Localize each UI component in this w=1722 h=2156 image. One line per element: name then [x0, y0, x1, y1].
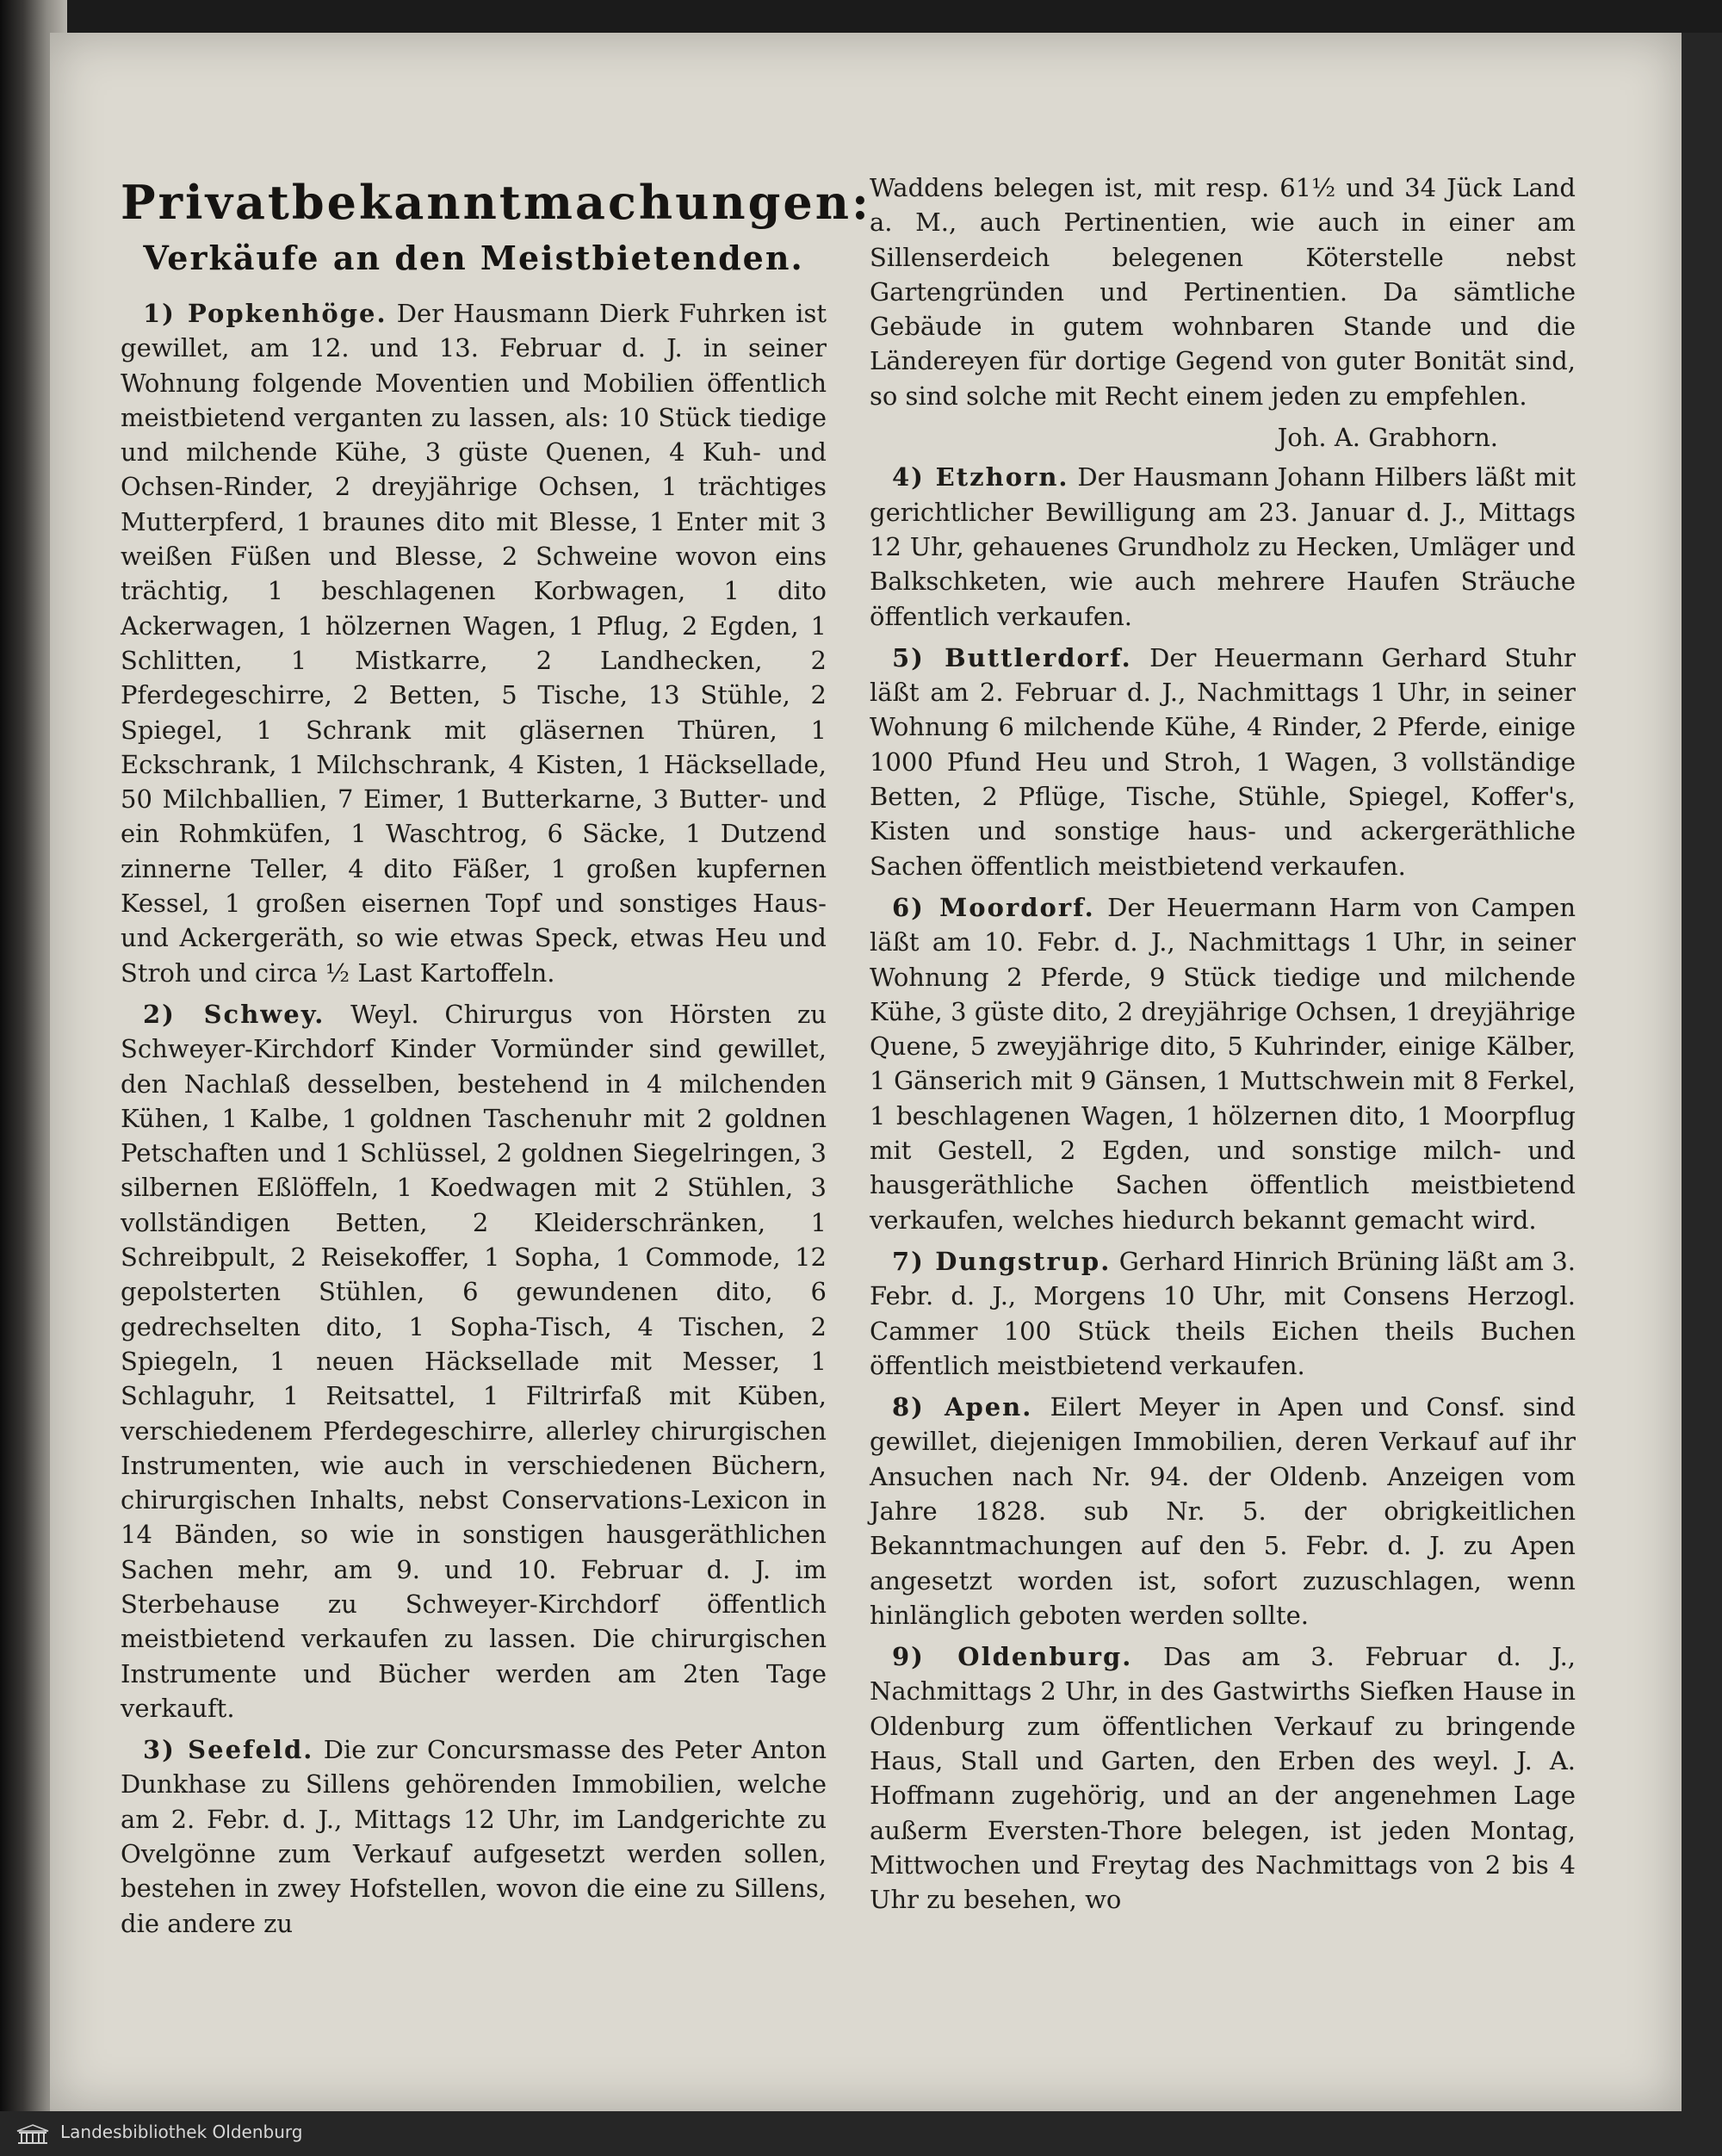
- notice-paragraph: [121, 997, 827, 1725]
- notice-paragraph: [870, 1390, 1576, 1632]
- notice-text: Der Hausmann Johann Hilbers läßt mit gerichtlicher Bewilligung am 23. Januar d. J., Mittags 12 Uhr, gehauenes Grundholz zu Hecken, Umläger und Balkschketen, wie auch mehrere Haufen Sträuche öffentlich verkaufen.: [870, 462, 1576, 631]
- notice-place: 7) Dungstrup.: [892, 1246, 1112, 1276]
- scanned-page: [50, 33, 1682, 2111]
- notice-paragraph: [870, 890, 1576, 1237]
- notice-place: 2) Schwey.: [143, 999, 325, 1029]
- library-name: Landesbibliothek Oldenburg: [60, 2122, 303, 2142]
- notice-paragraph: [121, 296, 827, 990]
- notice-paragraph: [870, 641, 1576, 883]
- signature: Joh. A. Grabhorn.: [1277, 423, 1498, 453]
- notice-text: Waddens belegen ist, mit resp. 61½ und 34 Jück Land a. M., auch Pertinentien, wie auch in einer am Sillenserdeich belegenen Köterstelle nebst Gartengründen und Pertinentien. Da sämtliche Gebäude in gutem wohnbaren Stande und die Ländereyen für dortige Gegend von guter Bonität sind, so sind solche mit Recht einem jeden zu empfehlen.: [870, 173, 1576, 411]
- notice-text: Eilert Meyer in Apen und Consf. sind gewillet, diejenigen Immobilien, deren Verkauf auf ihr Ansuchen nach Nr. 94. der Oldenb. Anzeigen vom Jahre 1828. sub Nr. 5. der obrigkeitlichen Bekanntmachungen auf den 5. Febr. d. J. zu Apen angesetzt worden ist, sofort zuzuschlagen, wenn hinlänglich geboten werden sollte.: [870, 1392, 1576, 1630]
- notice-place: 4) Etzhorn.: [892, 462, 1069, 493]
- notice-text: Die zur Concursmasse des Peter Anton Dunkhase zu Sillens gehörenden Immobilien, welche am 2. Febr. d. J., Mittags 12 Uhr, im Landgerichte zu Ovelgönne zum Verkauf aufgesetzt werden sollen, bestehen in zwey Hofstellen, wovon die eine zu Sillens, die andere zu: [121, 1735, 827, 1938]
- notice-place: 6) Moordorf.: [892, 892, 1095, 922]
- notice-paragraph: [121, 1732, 827, 1941]
- notice-place: 8) Apen.: [892, 1392, 1033, 1422]
- left-column: [121, 149, 871, 1948]
- notice-text: Der Heuermann Gerhard Stuhr läßt am 2. Februar d. J., Nachmittags 1 Uhr, in seiner Wohnung 6 milchende Kühe, 4 Rinder, 2 Pferde, einige 1000 Pfund Heu und Stroh, 1 Wagen, 3 vollständige Betten, 2 Pflüge, Tische, Stühle, Spiegel, Koffer's, Kisten und sonstige haus- und ackergeräthliche Sachen öffentlich meistbietend verkaufen.: [870, 642, 1576, 881]
- notice-place: 3) Seefeld.: [143, 1735, 314, 1765]
- notice-text: Der Heuermann Harm von Campen läßt am 10. Febr. d. J., Nachmittags 1 Uhr, in seiner Wohnung 2 Pferde, 9 Stück tiedige und milchende Kühe, 3 güste dito, 2 dreyjährige Ochsen, 1 dreyjährige Quene, 5 zweyjährige dito, 5 Kuhrinder, einige Kälber, 1 Gänserich mit 9 Gänsen, 1 Muttschwein mit 8 Ferkel, 1 beschlagenen Wagen, 1 hölzernen dito, 1 Moorpflug mit Gestell, 2 Egden, und sonstige milch- und hausgeräthliche Sachen öffentlich meistbietend verkaufen, welches hiedurch bekannt gemacht wird.: [870, 892, 1576, 1235]
- notice-place: 1) Popkenhöge.: [143, 299, 387, 328]
- notice-text: Der Hausmann Dierk Fuhrken ist gewillet, am 12. und 13. Februar d. J. in seiner Wohnung folgende Moventien und Mobilien öffentlich meistbietend verganten zu lassen, als: 10 Stück tiedige und milchende Kühe, 3 güste Quenen, 4 Kuh- und Ochsen-Rinder, 2 dreyjährige Ochsen, 1 trächtiges Mutterpferd, 1 braunes dito mit Blesse, 1 Enter mit 3 weißen Füßen und Blesse, 2 Schweine wovon eins trächtig, 1 beschlagenen Korbwagen, 1 dito Ackerwagen, 1 hölzernen Wagen, 1 Pflug, 2 Egden, 1 Schlitten, 1 Mistkarre, 2 Landhecken, 2 Pferdegeschirre, 2 Betten, 5 Tische, 13 Stühle, 2 Spiegel, 1 Schrank mit gläsernen Thüren, 1 Eckschrank, 1 Milchschrank, 4 Kisten, 1 Häcksellade, 50 Milchballien, 7 Eimer, 1 Butterkarne, 3 Butter- und ein Rohmküfen, 1 Waschtrog, 6 Säcke, 1 Dutzend zinnerne Teller, 4 dito Fäßer, 1 großen kupfernen Kessel, 1 großen eisernen Topf und sonstiges Haus- und Ackergeräth, so wie etwas Speck, etwas Heu und Stroh und circa ½ Last Kartoffeln.: [121, 299, 827, 988]
- notice-paragraph: [870, 460, 1576, 633]
- notice-continuation: [870, 170, 1576, 413]
- notice-place: 5) Buttlerdorf.: [892, 642, 1132, 672]
- page-edge-shadow: [1682, 33, 1722, 2111]
- page-title: Privatbekanntmachungen:: [121, 175, 871, 230]
- library-footer: [0, 2111, 1722, 2156]
- notice-paragraph: [870, 1244, 1576, 1383]
- section-subtitle: Verkäufe an den Meistbietenden.: [143, 239, 804, 277]
- notice-text: Gerhard Hinrich Brüning läßt am 3. Febr. d. J., Morgens 10 Uhr, mit Consens Herzogl. Cammer 100 Stück theils Eichen theils Buchen öffentlich meistbietend verkaufen.: [870, 1246, 1576, 1380]
- notice-place: 9) Oldenburg.: [892, 1642, 1133, 1672]
- library-building-icon: [15, 2123, 50, 2146]
- notice-paragraph: [870, 1639, 1576, 1917]
- notice-text: Das am 3. Februar d. J., Nachmittags 2 Uhr, in des Gastwirths Siefken Hause in Oldenburg zum öffentlichen Verkauf zu bringende Haus, Stall und Garten, den Erben des weyl. J. A. Hoffmann zugehörig, und an der angenehmen Lage außerm Eversten-Thore belegen, ist jeden Montag, Mittwochen und Freytag des Nachmittags von 2 bis 4 Uhr zu besehen, wo: [870, 1642, 1576, 1915]
- notice-text: Weyl. Chirurgus von Hörsten zu Schweyer-Kirchdorf Kinder Vormünder sind gewillet, den Nachlaß desselben, bestehend in 4 milchenden Kühen, 1 Kalbe, 1 goldnen Taschenuhr mit 2 goldnen Petschaften und 1 Schlüssel, 2 goldnen Siegelringen, 3 silbernen Eßlöffeln, 1 Koedwagen mit 2 Stühlen, 3 vollständigen Betten, 2 Kleiderschränken, 1 Schreibpult, 2 Reisekoffer, 1 Sopha, 1 Commode, 12 gepolsterten Stühlen, 6 gewundenen dito, 6 gedrechselten dito, 1 Sopha-Tisch, 4 Tischen, 2 Spiegeln, 1 neuen Häcksellade mit Messer, 1 Schlaguhr, 1 Reitsattel, 1 Filtrirfaß mit Küben, verschiedenem Pferdegeschirre, allerley chirurgischen Instrumenten, wie auch in verschiedenen Büchern, chirurgischen Inhalts, nebst Conservations-Lexicon in 14 Bänden, so wie in sonstigen hausgeräthlichen Sachen mehr, am 9. und 10. Februar d. J. im Sterbehause zu Schweyer-Kirchdorf öffentlich meistbietend verkaufen zu lassen. Die chirurgischen Instrumente und Bücher werden am 2ten Tage verkauft.: [121, 999, 827, 1723]
- right-column: [870, 170, 1576, 1924]
